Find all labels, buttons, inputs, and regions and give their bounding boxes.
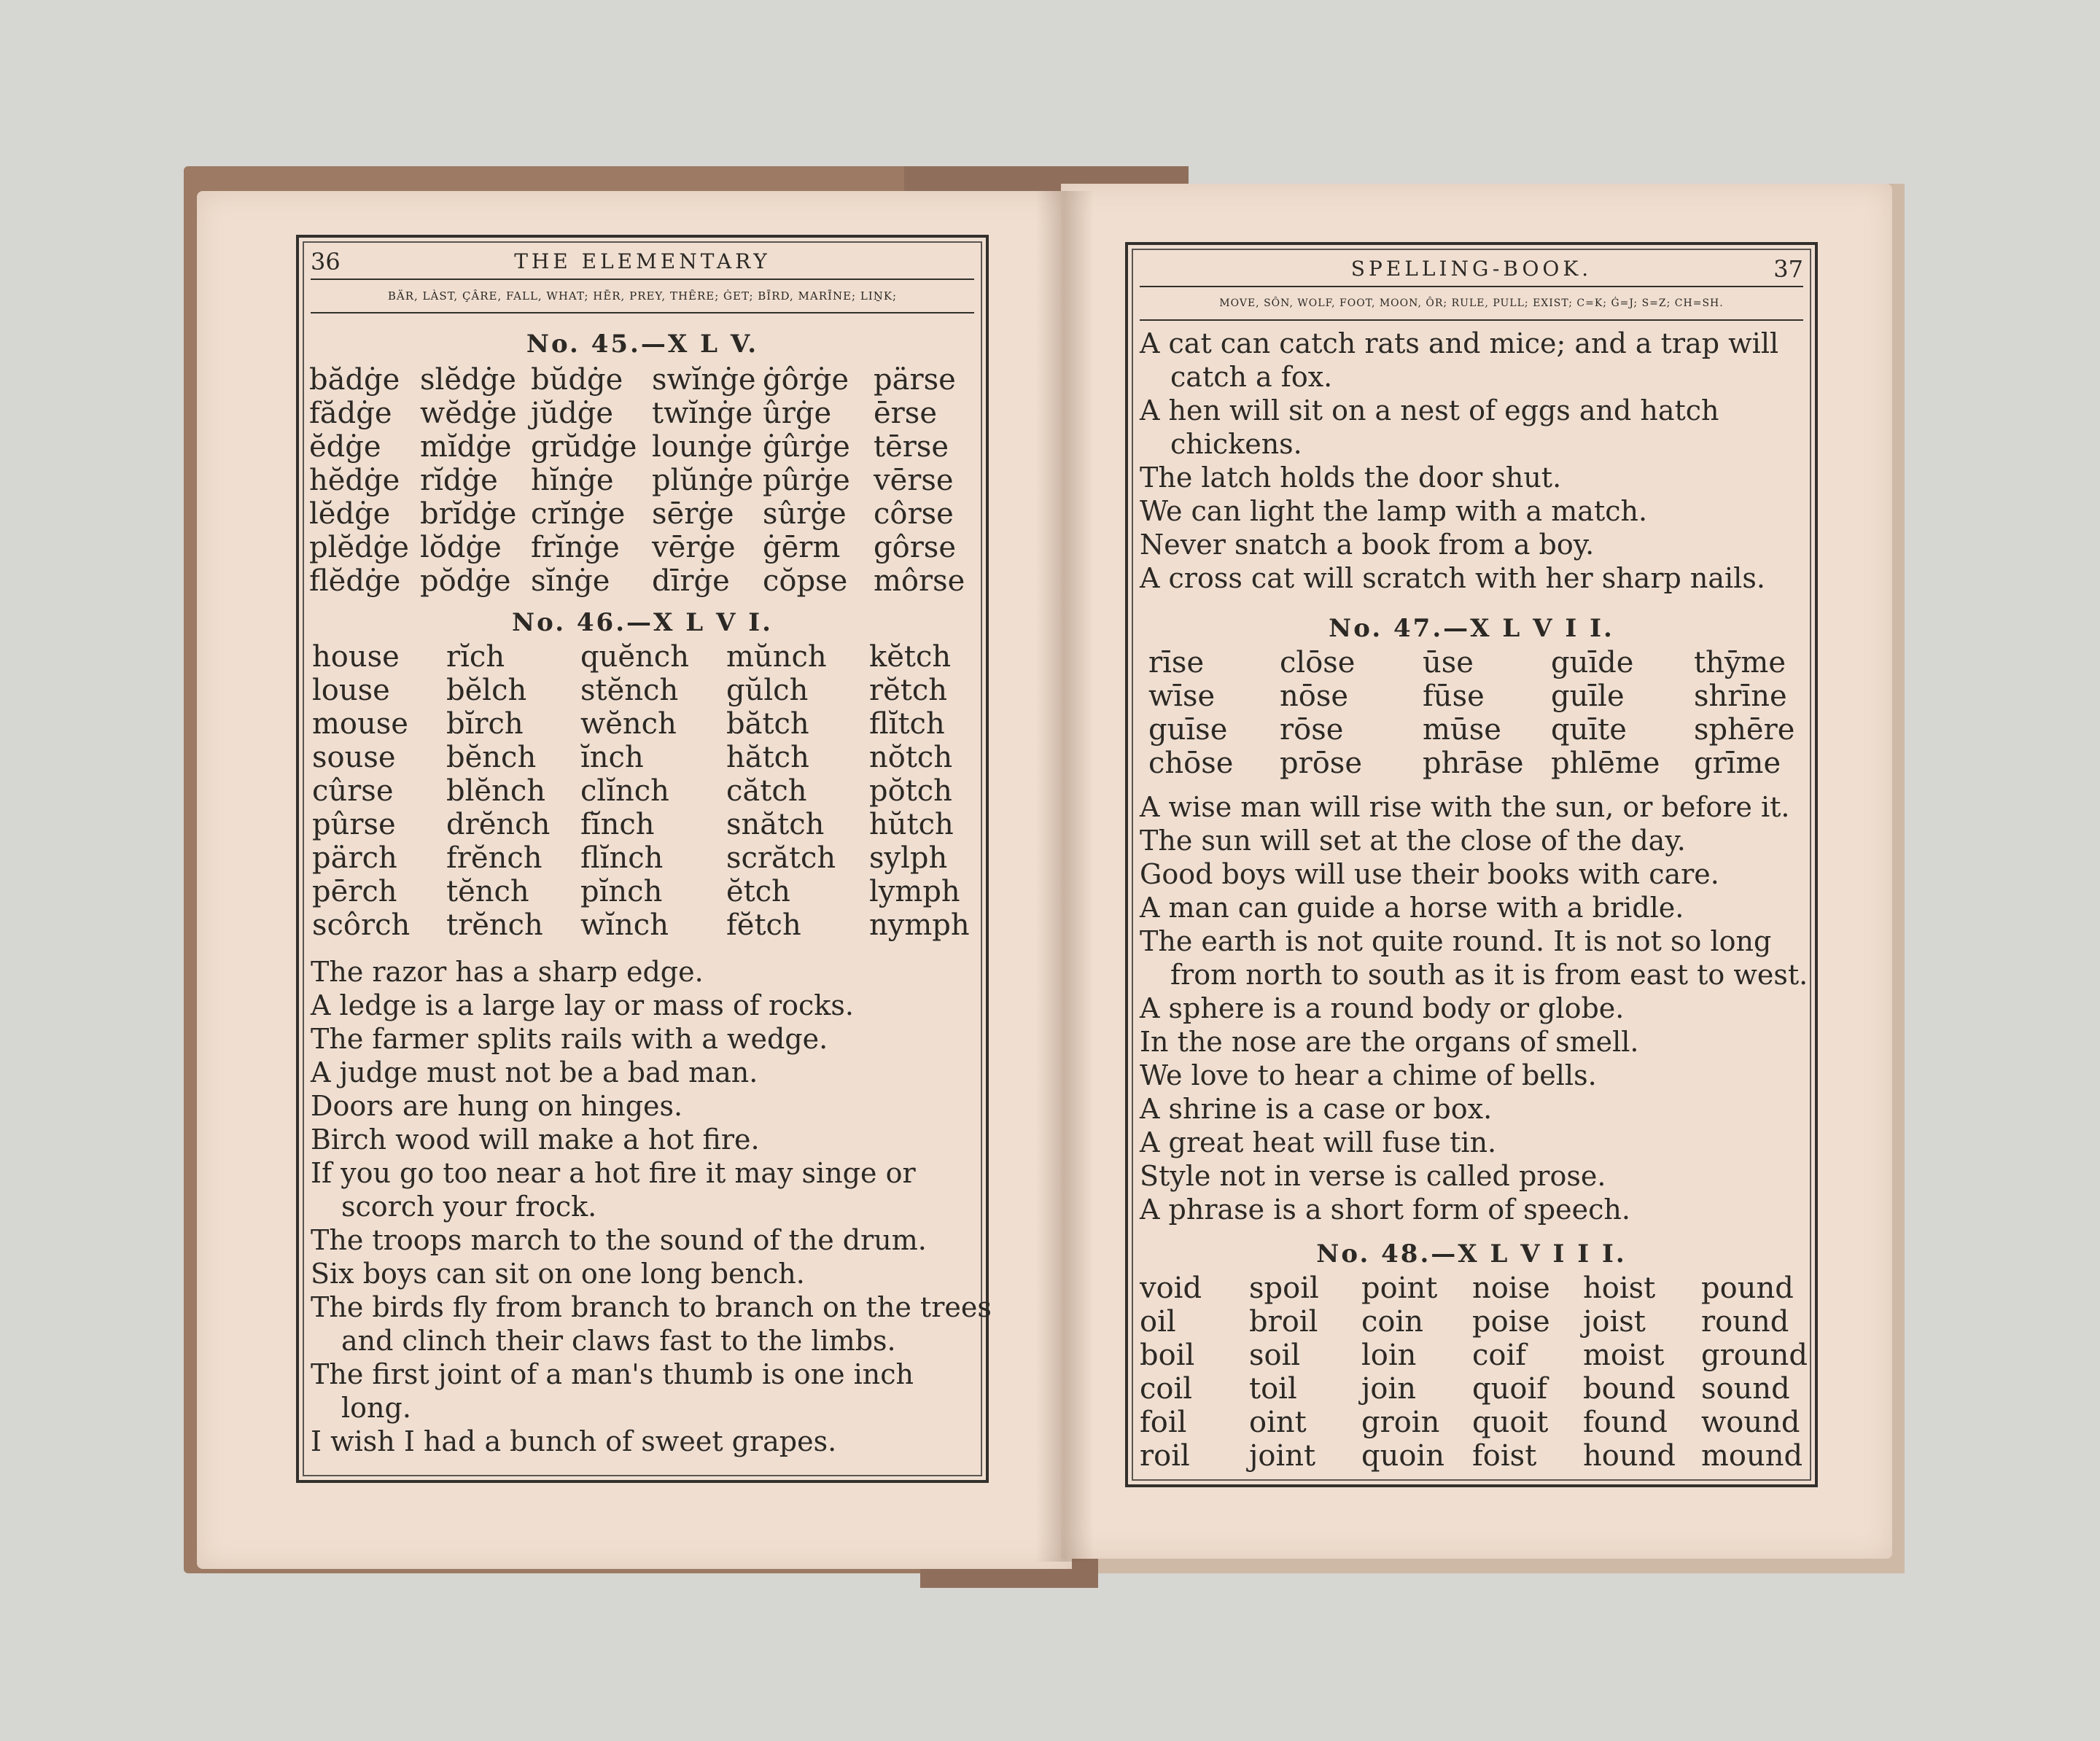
spelling-word: roil [1140, 1439, 1190, 1473]
spelling-word: poise [1472, 1305, 1550, 1339]
sentence-line: A judge must not be a bad man. [311, 1056, 758, 1088]
spelling-word: flĭtch [869, 707, 945, 741]
sentence-line: A phrase is a short form of speech. [1140, 1193, 1630, 1226]
spelling-word: plĕdġe [309, 531, 409, 564]
lesson-45-word-table [309, 363, 965, 598]
spelling-word: twĭnġe [652, 397, 753, 430]
spelling-word: spoil [1249, 1271, 1319, 1305]
spelling-word: lounġe [652, 430, 752, 464]
right-page-frame [1125, 242, 1818, 1487]
spelling-word: plŭnġe [652, 464, 754, 497]
spelling-word: wĭnch [580, 908, 669, 942]
spelling-word: sphēre [1694, 713, 1795, 747]
spelling-word: pĭnch [580, 875, 663, 908]
spelling-word: kĕtch [869, 640, 952, 674]
spelling-word: point [1361, 1271, 1438, 1305]
spelling-word: ērse [874, 397, 937, 430]
spelling-word: soil [1249, 1339, 1301, 1372]
spelling-word: hătch [726, 741, 809, 774]
spelling-word: jŭdġe [531, 397, 614, 430]
spelling-word: mĭdġe [420, 430, 512, 464]
spelling-word: coin [1361, 1305, 1424, 1339]
sentence-line: We can light the lamp with a match. [1140, 495, 1648, 527]
spelling-word: lĕdġe [309, 497, 391, 531]
spelling-word: tērse [874, 430, 949, 464]
sentence-line: Doors are hung on hinges. [311, 1090, 683, 1122]
spelling-word: wĕdġe [420, 397, 517, 430]
spelling-word: hoist [1583, 1271, 1656, 1305]
left-running-head [311, 245, 974, 279]
spelling-word: fĭnch [580, 808, 655, 841]
spelling-word: gôrse [874, 531, 957, 564]
spelling-word: grŭdġe [531, 430, 637, 464]
spelling-word: found [1583, 1406, 1668, 1439]
lesson-47-title: No. 47.—X L V I I. [1329, 614, 1614, 643]
sentence-continuation: from north to south as it is from east to west. [1170, 959, 1808, 991]
spelling-word: môrse [874, 564, 965, 598]
spelling-word: sûrġe [763, 497, 847, 531]
right-sentences-a [1140, 327, 1805, 595]
spelling-word: prōse [1280, 747, 1363, 780]
spelling-word: ûrġe [763, 397, 832, 430]
spelling-word: fūse [1423, 679, 1485, 713]
spelling-word: louse [312, 674, 390, 707]
spelling-word: swĭnġe [652, 363, 756, 397]
spelling-word: snătch [726, 808, 825, 841]
spelling-word: sērġe [652, 497, 734, 531]
spelling-word: lŏdġe [420, 531, 502, 564]
sentence-line: A hen will sit on a nest of eggs and hatch [1140, 394, 1719, 427]
book-gutter [1035, 191, 1094, 1562]
spelling-word: pound [1701, 1271, 1794, 1305]
sentence-line: A ledge is a large lay or mass of rocks. [311, 989, 854, 1021]
right-sentences-b [1140, 790, 1808, 1226]
spelling-word: oint [1249, 1406, 1307, 1439]
spelling-word: mūse [1423, 713, 1501, 747]
sentence-line: A man can guide a horse with a bridle. [1140, 892, 1684, 924]
spelling-word: hĭnġe [531, 464, 614, 497]
sentence-line: Good boys will use their books with care. [1140, 858, 1719, 890]
lesson-46-title: No. 46.—X L V I. [512, 608, 773, 637]
spelling-word: vērse [874, 464, 954, 497]
spelling-word: lymph [869, 875, 960, 908]
spelling-word: bĕnch [446, 741, 537, 774]
spelling-word: pērch [312, 875, 397, 908]
spelling-word: ĕtch [726, 875, 790, 908]
spelling-word: cătch [726, 774, 807, 808]
spelling-word: bĕlch [446, 674, 527, 707]
spelling-word: crĭnġe [531, 497, 626, 531]
sentence-line: The troops march to the sound of the drum. [311, 1224, 927, 1256]
spelling-word: noise [1472, 1271, 1550, 1305]
spelling-word: pûrse [312, 808, 396, 841]
spelling-word: moist [1583, 1339, 1665, 1372]
sentence-line: Never snatch a book from a boy. [1140, 529, 1595, 561]
spelling-word: fĕtch [726, 908, 801, 942]
sentence-line: The earth is not quite round. It is not so long [1140, 925, 1772, 957]
spelling-word: slĕdġe [420, 363, 516, 397]
spelling-word: boil [1140, 1339, 1195, 1372]
spelling-word: ġērm [763, 531, 841, 564]
spelling-word: joint [1249, 1439, 1316, 1473]
sentence-continuation: chickens. [1170, 428, 1302, 460]
spelling-word: nŏtch [869, 741, 953, 774]
running-head-title: THE ELEMENTARY [514, 249, 771, 273]
spelling-word: toil [1249, 1372, 1297, 1406]
left-page-frame [296, 235, 992, 1483]
spelling-word: frĕnch [446, 841, 542, 875]
spelling-word: pŏdġe [420, 564, 511, 598]
spelling-word: foil [1140, 1406, 1187, 1439]
sentence-line: The farmer splits rails with a wedge. [311, 1023, 828, 1055]
spelling-word: hĕdġe [309, 464, 400, 497]
spelling-word: wound [1701, 1406, 1800, 1439]
lesson-45-title: No. 45.—X L V. [526, 330, 759, 359]
spelling-word: mound [1701, 1439, 1803, 1473]
spelling-word: ġûrġe [763, 430, 850, 464]
spelling-word: wīse [1148, 679, 1216, 713]
spelling-word: ūse [1423, 646, 1474, 679]
spelling-word: souse [312, 741, 396, 774]
page-number: 36 [311, 248, 341, 276]
spelling-word: guīle [1551, 679, 1625, 713]
spelling-word: flĕdġe [309, 564, 401, 598]
spelling-word: house [312, 640, 400, 674]
spelling-word: guīse [1148, 713, 1228, 747]
lesson-48-title: No. 48.—X L V I I I. [1316, 1239, 1627, 1269]
spelling-word: nōse [1280, 679, 1349, 713]
sentence-line: A cat can catch rats and mice; and a trap will [1140, 327, 1779, 359]
spelling-word: rĕtch [869, 674, 948, 707]
spelling-word: ĕdġe [309, 430, 381, 464]
spelling-word: ġôrġe [763, 363, 849, 397]
running-head-title: SPELLING-BOOK. [1350, 257, 1592, 281]
spelling-word: void [1140, 1271, 1202, 1305]
spelling-word: loin [1361, 1339, 1417, 1372]
spelling-word: fădġe [309, 397, 392, 430]
pronunciation-key: BÄR, LÀST, ÇÂRE, FALL, WHAT; HĒR, PREY, THÊRE; ĠET; BĪRD, MARĪNE; LIṈK; [311, 279, 974, 313]
sentence-line: A wise man will rise with the sun, or before it. [1140, 791, 1790, 823]
spelling-word: broil [1249, 1305, 1318, 1339]
lesson-48-word-table [1140, 1271, 1808, 1473]
spelling-word: guīde [1551, 646, 1634, 679]
spelling-word: wĕnch [580, 707, 677, 741]
page-number: 37 [1773, 255, 1803, 283]
right-running-head [1140, 252, 1803, 286]
lesson-46-word-table [312, 640, 968, 942]
spelling-word: bĭrch [446, 707, 524, 741]
sentence-line: The first joint of a man's thumb is one inch [311, 1358, 914, 1390]
spelling-word: quoit [1472, 1406, 1549, 1439]
spelling-word: join [1361, 1372, 1417, 1406]
sentence-line: The birds fly from branch to branch on the trees [311, 1291, 992, 1323]
spelling-word: pûrġe [763, 464, 850, 497]
spelling-word: oil [1140, 1305, 1176, 1339]
spelling-word: cŏpse [763, 564, 848, 598]
spelling-word: nymph [869, 908, 970, 942]
spelling-word: bătch [726, 707, 809, 741]
spelling-word: sylph [869, 841, 948, 875]
spelling-word: quīte [1551, 713, 1627, 747]
sentence-line: The latch holds the door shut. [1140, 461, 1562, 494]
sentence-continuation: and clinch their claws fast to the limbs. [341, 1325, 896, 1357]
spelling-word: phrāse [1423, 747, 1524, 780]
sentence-line: Birch wood will make a hot fire. [311, 1123, 760, 1156]
spelling-word: côrse [874, 497, 954, 531]
sentence-line: We love to hear a chime of bells. [1140, 1059, 1597, 1091]
spelling-word: rĭdġe [420, 464, 498, 497]
spelling-word: quoif [1472, 1372, 1548, 1406]
spelling-word: phlēme [1551, 747, 1660, 780]
spelling-word: sound [1701, 1372, 1790, 1406]
spelling-word: pŏtch [869, 774, 952, 808]
spelling-word: rīse [1148, 646, 1205, 679]
spelling-word: rĭch [446, 640, 505, 674]
spelling-word: quoin [1361, 1439, 1445, 1473]
sentence-line: A great heat will fuse tin. [1140, 1126, 1497, 1158]
spelling-word: foist [1472, 1439, 1537, 1473]
sentence-line: The sun will set at the close of the day. [1140, 825, 1686, 857]
sentence-line: If you go too near a hot fire it may singe or [311, 1157, 916, 1189]
sentence-line: A cross cat will scratch with her sharp nails. [1140, 562, 1765, 594]
spelling-word: rōse [1280, 713, 1344, 747]
spelling-word: thȳme [1694, 646, 1786, 679]
spelling-word: clōse [1280, 646, 1356, 679]
spelling-word: coif [1472, 1339, 1527, 1372]
spelling-word: pärse [874, 363, 956, 397]
spelling-word: sĭnġe [531, 564, 610, 598]
spelling-word: scôrch [312, 908, 411, 942]
spelling-word: tĕnch [446, 875, 529, 908]
spelling-word: vērġe [652, 531, 736, 564]
spelling-word: brĭdġe [420, 497, 517, 531]
spelling-word: grīme [1694, 747, 1781, 780]
spelling-word: groin [1361, 1406, 1440, 1439]
spelling-word: flĭnch [580, 841, 664, 875]
sentence-line: A shrine is a case or box. [1140, 1093, 1493, 1125]
spelling-word: stĕnch [580, 674, 679, 707]
left-sentences [311, 955, 992, 1458]
sentence-line: Style not in verse is called prose. [1140, 1160, 1606, 1192]
sentence-line: Six boys can sit on one long bench. [311, 1258, 805, 1290]
pronunciation-key: MOVE, SÔN, WOLF, FOOT, MOON, ÔR; RULE, PULL; EXIST; C=K; Ġ=J; S=Z; CH=SH. [1140, 286, 1803, 321]
spelling-word: gŭlch [726, 674, 809, 707]
spelling-word: joist [1583, 1305, 1646, 1339]
spelling-word: bound [1583, 1372, 1676, 1406]
spelling-word: quĕnch [580, 640, 689, 674]
sentence-line: In the nose are the organs of smell. [1140, 1026, 1639, 1058]
sentence-line: I wish I had a bunch of sweet grapes. [311, 1425, 837, 1457]
spelling-word: frĭnġe [531, 531, 620, 564]
spelling-word: blĕnch [446, 774, 545, 808]
spelling-word: ĭnch [580, 741, 644, 774]
spelling-word: shrīne [1694, 679, 1787, 713]
sentence-line: A sphere is a round body or globe. [1140, 992, 1625, 1024]
sentence-continuation: catch a fox. [1170, 361, 1333, 393]
spelling-word: bŭdġe [531, 363, 623, 397]
spelling-word: clĭnch [580, 774, 669, 808]
spelling-word: cûrse [312, 774, 394, 808]
spelling-word: dīrġe [652, 564, 730, 598]
sentence-continuation: long. [341, 1392, 411, 1424]
spelling-word: mŭnch [726, 640, 827, 674]
sentence-line: The razor has a sharp edge. [311, 956, 704, 988]
spelling-word: hŭtch [869, 808, 954, 841]
lesson-47-word-table [1148, 646, 1795, 780]
spelling-word: round [1701, 1305, 1789, 1339]
spelling-word: pärch [312, 841, 397, 875]
spelling-word: mouse [312, 707, 408, 741]
spelling-word: hound [1583, 1439, 1676, 1473]
spelling-word: coil [1140, 1372, 1193, 1406]
spelling-word: drĕnch [446, 808, 551, 841]
sentence-continuation: scorch your frock. [341, 1191, 597, 1223]
spelling-word: ground [1701, 1339, 1808, 1372]
spelling-word: chōse [1148, 747, 1234, 780]
spelling-word: bădġe [309, 363, 400, 397]
spelling-word: scrătch [726, 841, 836, 875]
spelling-word: trĕnch [446, 908, 543, 942]
